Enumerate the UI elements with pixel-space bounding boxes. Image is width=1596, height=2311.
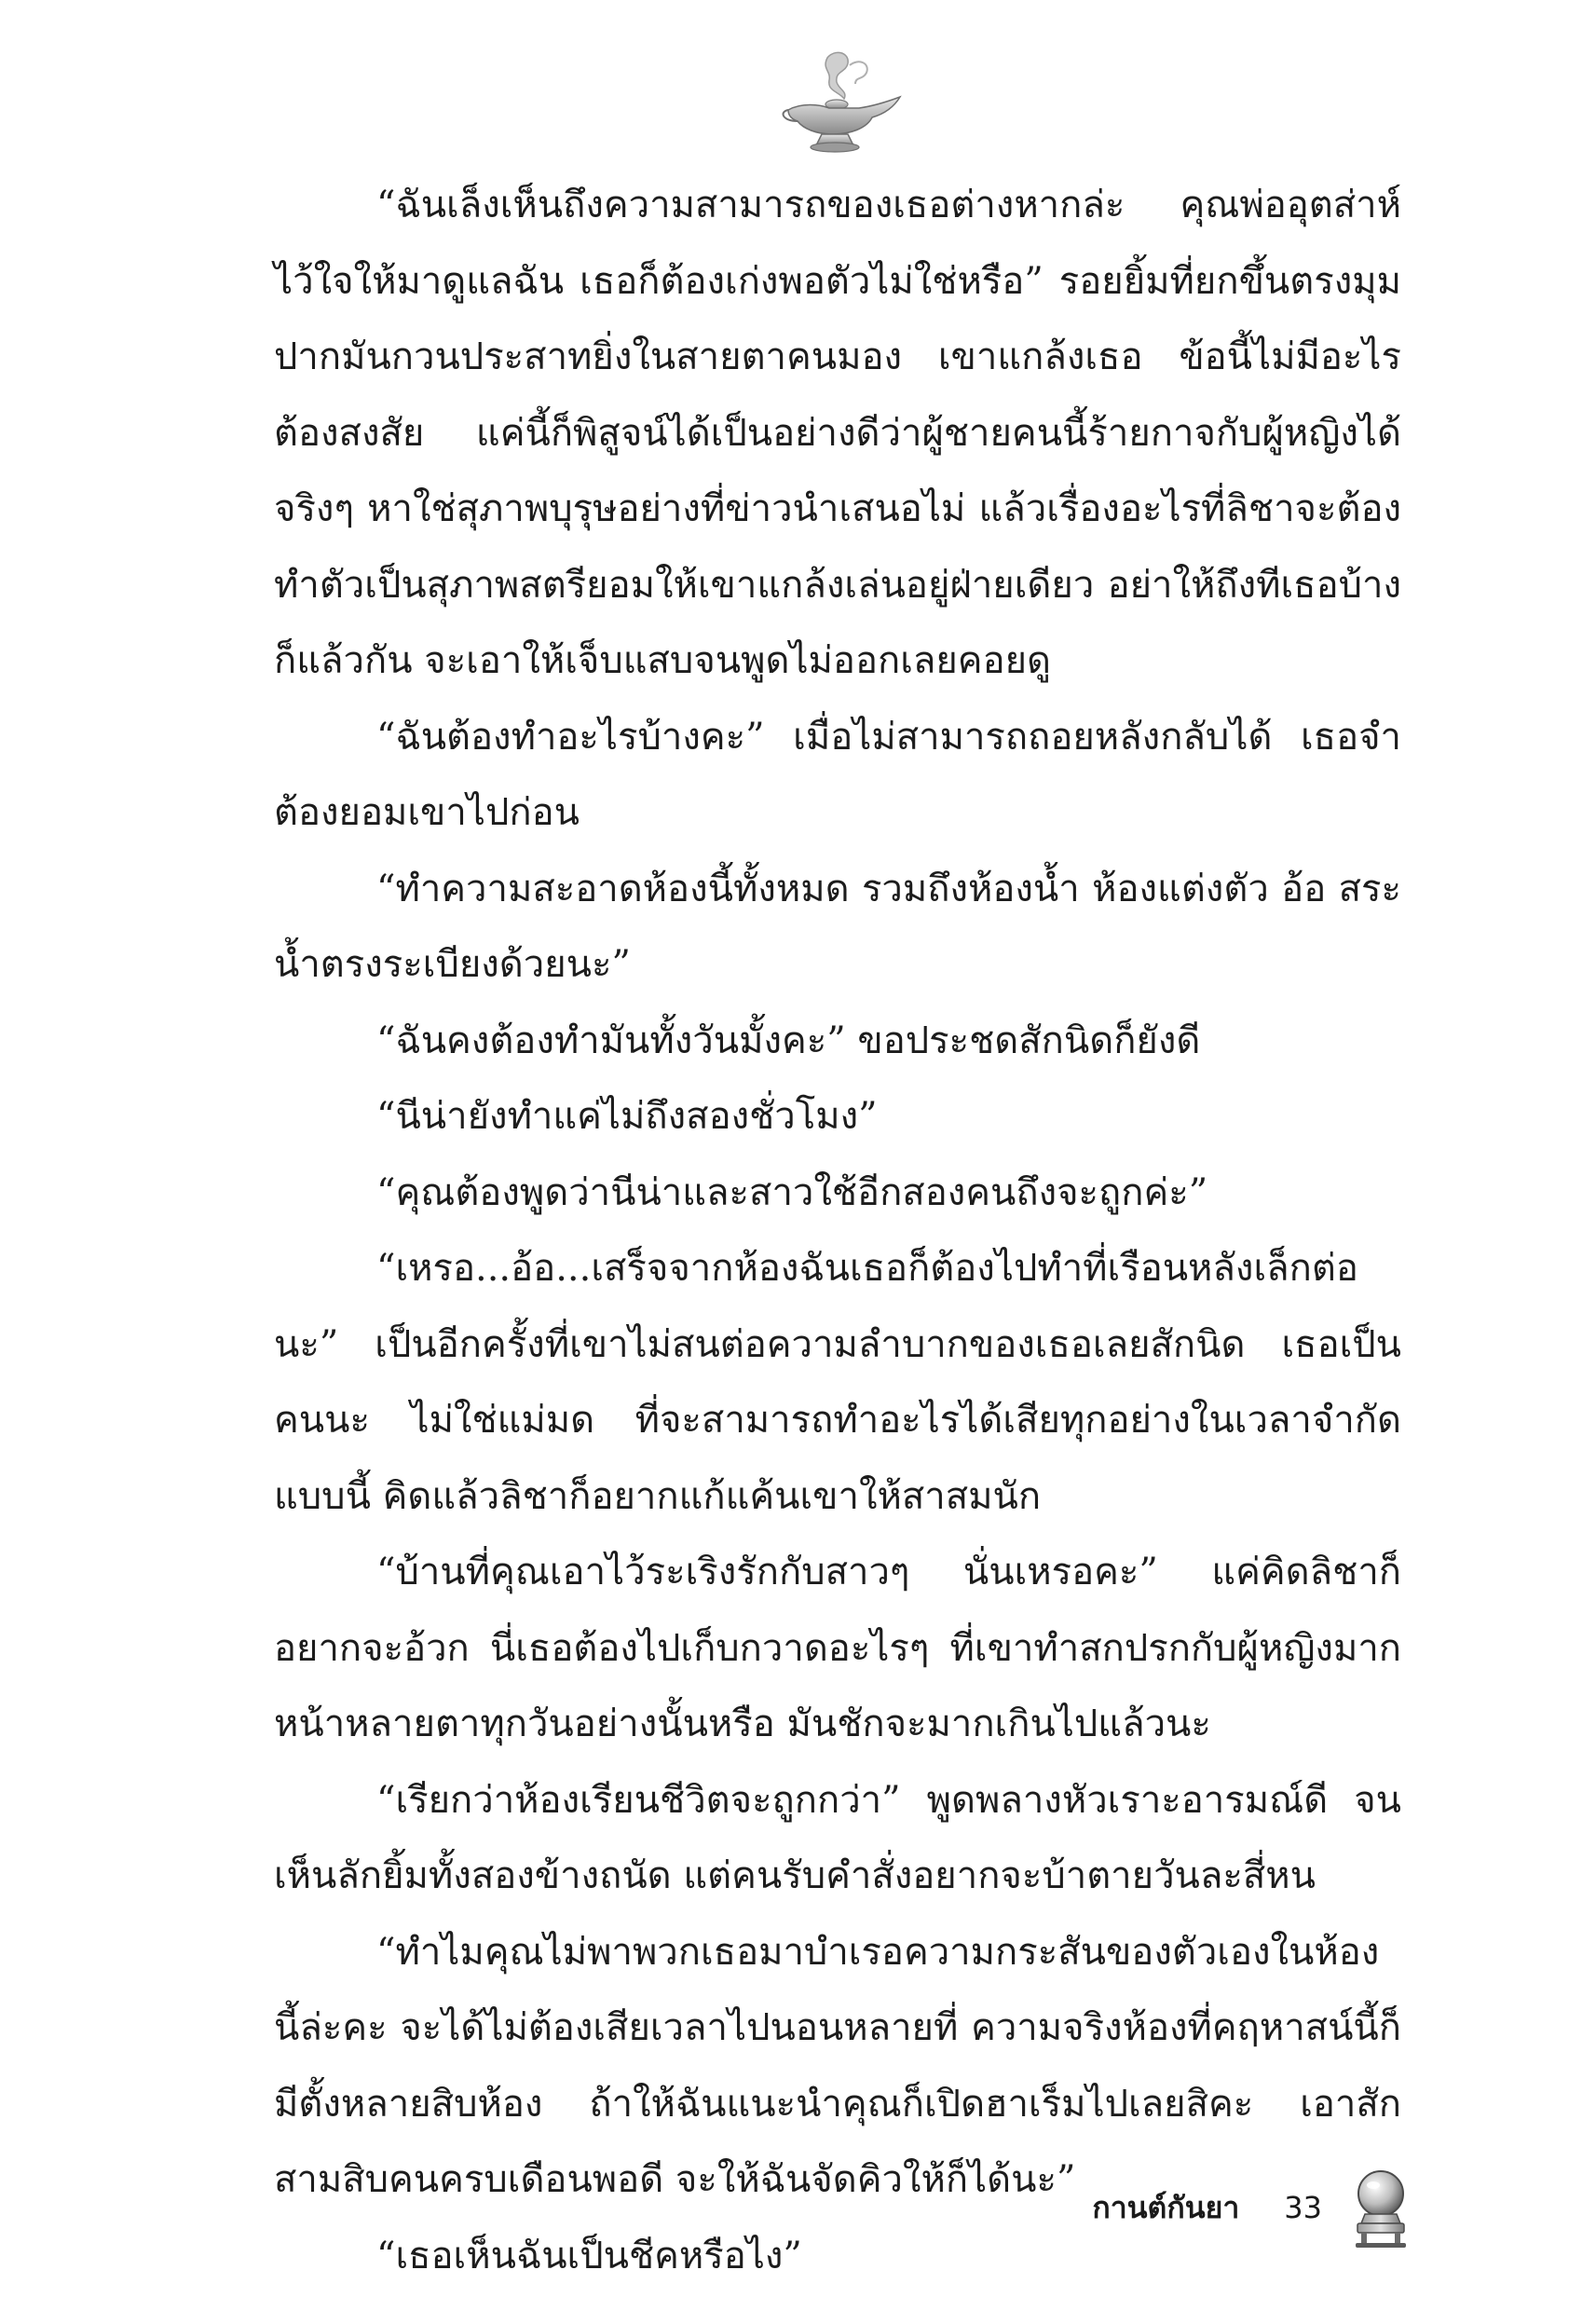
story-text [274, 168, 1401, 2294]
paragraph: “เรียกว่าห้องเรียนชีวิตจะถูกกว่า” พูดพลางหัวเราะอารมณ์ดี จนเห็นลักยิ้มทั้งสองข้างถนัด แต่คนรับคำสั่งอยากจะบ้าตายวันละสี่หน [274, 1778, 1401, 1897]
paragraph: “ฉันคงต้องทำมันทั้งวันมั้งคะ” ขอประชดสักนิดก็ยังดี [376, 1019, 1201, 1062]
paragraph: “นีน่ายังทำแค่ไม่ถึงสองชั่วโมง” [376, 1095, 878, 1138]
paragraph: “คุณต้องพูดว่านีน่าและสาวใช้อีกสองคนถึงจะถูกค่ะ” [376, 1170, 1208, 1214]
paragraph: “ทำความสะอาดห้องนี้ทั้งหมด รวมถึงห้องน้ำ ห้องแต่งตัว อ้อ สระน้ำตรงระเบียงด้วยนะ” [274, 867, 1401, 986]
page-number: 33 [1284, 2190, 1322, 2225]
paragraph: “ฉันเล็งเห็นถึงความสามารถของเธอต่างหากล่ะ คุณพ่ออุตส่าห์ไว้ใจให้มาดูแลฉัน เธอก็ต้องเก่งพอตัวไม่ใช่หรือ” รอยยิ้มที่ยกขึ้นตรงมุมปากมันกวนประสาทยิ่งในสายตาคนมอง เขาแกล้งเธอ ข้อนี้ไม่มีอะไรต้องสงสัย แค่นี้ก็พิสูจน์ได้เป็นอย่างดีว่าผู้ชายคนนี้ร้ายกาจกับผู้หญิงได้จริงๆ หาใช่สุภาพบุรุษอย่างที่ข่าวนำเสนอไม่ แล้วเรื่องอะไรที่ลิชาจะต้องทำตัวเป็นสุภาพสตรียอมให้เขาแกล้งเล่นอยู่ฝ่ายเดียว อย่าให้ถึงทีเธอบ้างก็แล้วกัน จะเอาให้เจ็บแสบจนพูดไม่ออกเลยคอยดู [274, 184, 1401, 682]
page-footer [1092, 2166, 1413, 2249]
author-name: กานต์กันยา [1092, 2189, 1240, 2225]
paragraph: “บ้านที่คุณเอาไว้ระเริงรักกับสาวๆ นั่นเหรอคะ” แค่คิดลิชาก็อยากจะอ้วก นี่เธอต้องไปเก็บกวาดอะไรๆ ที่เขาทำสกปรกกับผู้หญิงมากหน้าหลายตาทุกวันอย่างนั้นหรือ มันชักจะมากเกินไปแล้วนะ [274, 1551, 1401, 1745]
paragraph: “เหรอ...อ้อ...เสร็จจากห้องฉันเธอก็ต้องไปทำที่เรือนหลังเล็กต่อนะ” เป็นอีกครั้งที่เขาไม่สนต่อความลำบากของเธอเลยสักนิด เธอเป็นคนนะ ไม่ใช่แม่มด ที่จะสามารถทำอะไรได้เสียทุกอย่างในเวลาจำกัดแบบนี้ คิดแล้วลิชาก็อยากแก้แค้นเขาให้สาสมนัก [274, 1247, 1401, 1518]
crystal-ball-icon [1348, 2166, 1413, 2249]
paragraph: “ทำไมคุณไม่พาพวกเธอมาบำเรอความกระสันของตัวเองในห้องนี้ล่ะคะ จะได้ไม่ต้องเสียเวลาไปนอนหลายที่ ความจริงห้องที่คฤหาสน์นี้ก็มีตั้งหลายสิบห้อง ถ้าให้ฉันแนะนำคุณก็เปิดฮาเร็มไปเลยสิคะ เอาสักสามสิบคนครบเดือนพอดี จะให้ฉันจัดคิวให้ก็ได้นะ” [274, 1930, 1401, 2201]
genie-lamp-icon [770, 48, 909, 160]
paragraph: “ฉันต้องทำอะไรบ้างคะ” เมื่อไม่สามารถถอยหลังกลับได้ เธอจำต้องยอมเขาไปก่อน [274, 715, 1401, 834]
paragraph: “เธอเห็นฉันเป็นชีคหรือไง” [376, 2234, 802, 2277]
